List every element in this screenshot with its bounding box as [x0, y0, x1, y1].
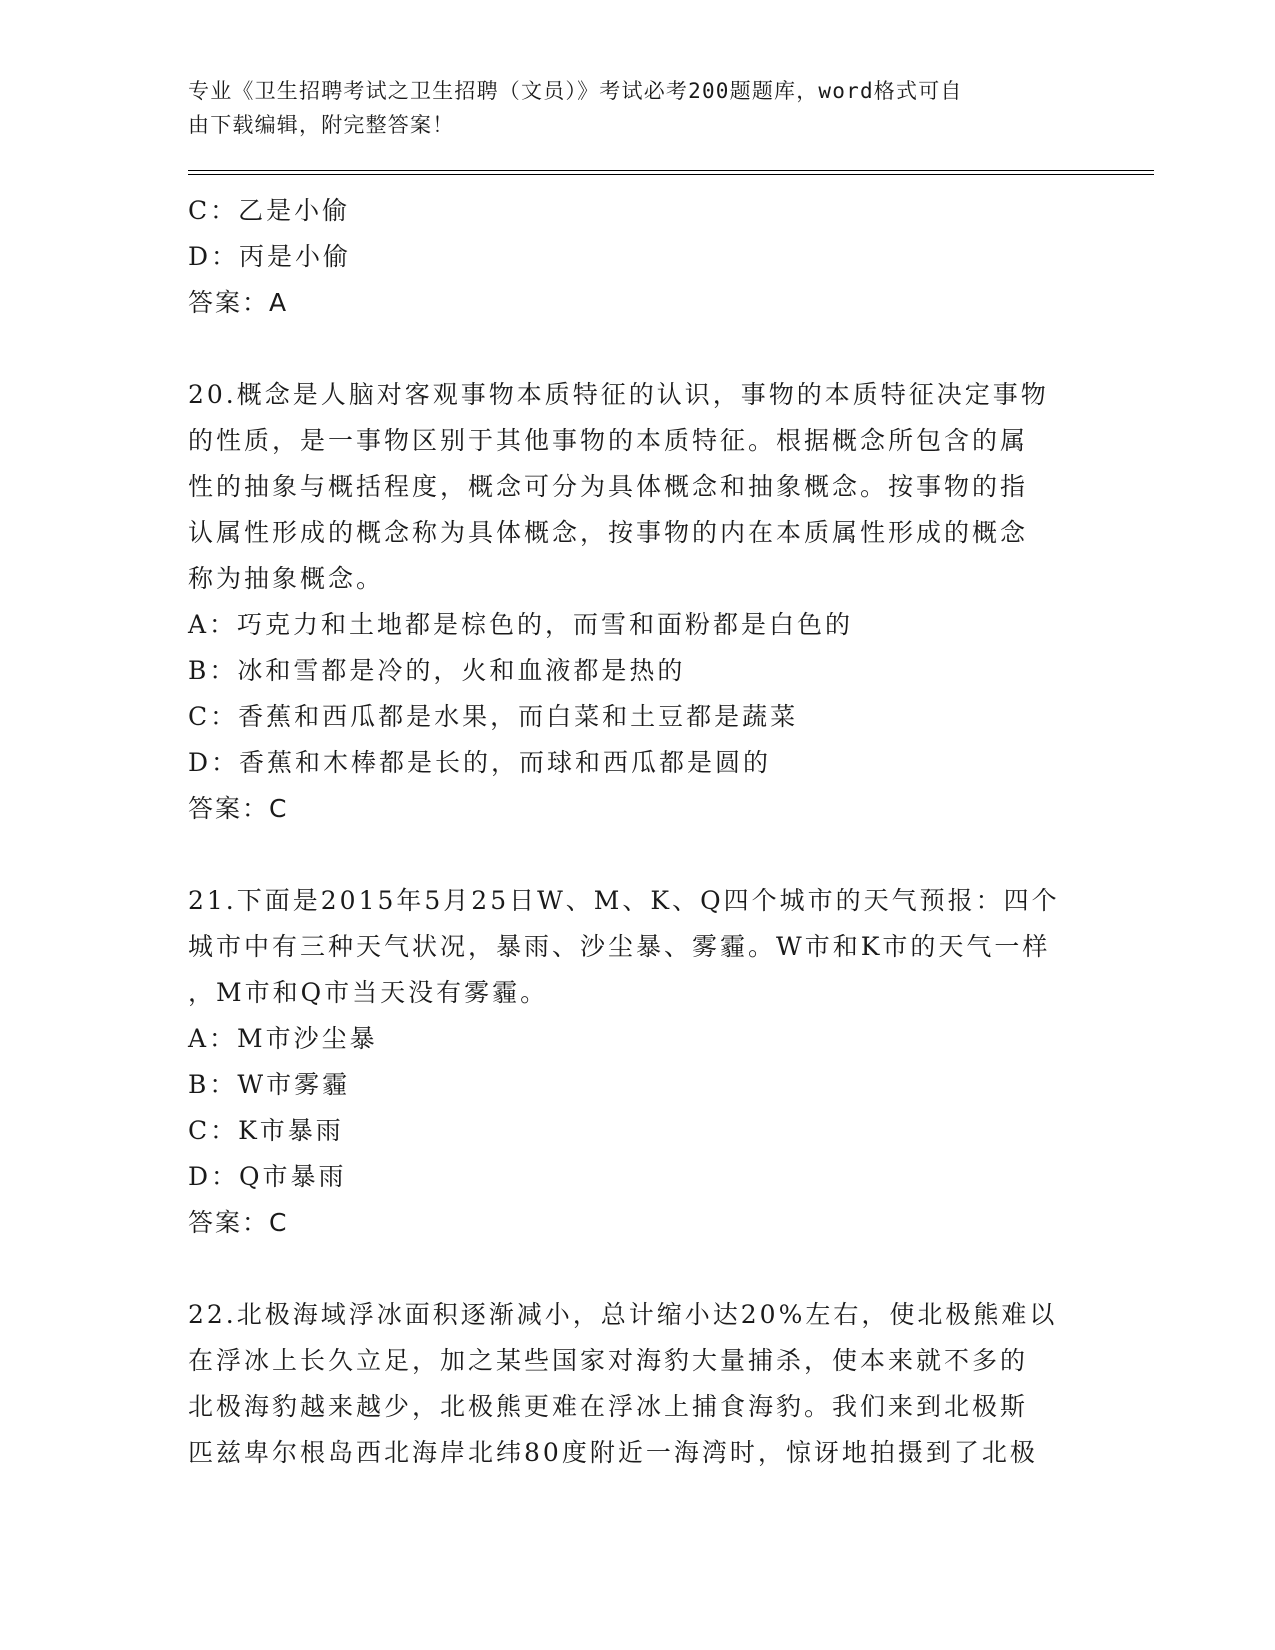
question-20	[188, 372, 1088, 832]
option-c: C：乙是小偷	[188, 196, 351, 225]
question-text-line: 北极海豹越来越少，北极熊更难在浮冰上捕食海豹。我们来到北极斯	[188, 1392, 1029, 1421]
header-rule-top	[188, 170, 1154, 171]
question-text-line: 匹兹卑尔根岛西北海岸北纬80度附近一海湾时，惊讶地拍摄到了北极	[188, 1438, 1038, 1467]
header-rule-bottom	[188, 174, 1154, 175]
question-text-line: 的性质，是一事物区别于其他事物的本质特征。根据概念所包含的属	[188, 426, 1029, 455]
spacer	[188, 326, 1088, 372]
question-text-line: 22.北极海域浮冰面积逐渐减小，总计缩小达20%左右，使北极熊难以	[188, 1300, 1058, 1329]
question-text-line: 城市中有三种天气状况，暴雨、沙尘暴、雾霾。W市和K市的天气一样	[188, 932, 1051, 961]
question-text-line: 认属性形成的概念称为具体概念，按事物的内在本质属性形成的概念	[188, 518, 1029, 547]
question-text-line: 在浮冰上长久立足，加之某些国家对海豹大量捕杀，使本来就不多的	[188, 1346, 1029, 1375]
document-header	[188, 74, 1088, 142]
answer-line: 答案：C	[188, 1208, 289, 1237]
option-c: C：K市暴雨	[188, 1116, 344, 1145]
answer-line: 答案：C	[188, 794, 289, 823]
question-text-line: 21.下面是2015年5月25日W、M、K、Q四个城市的天气预报：四个	[188, 886, 1060, 915]
option-a: A：巧克力和土地都是棕色的，而雪和面粉都是白色的	[188, 610, 854, 639]
option-b: B：W市雾霾	[188, 1070, 351, 1099]
option-b: B：冰和雪都是冷的，火和血液都是热的	[188, 656, 686, 685]
answer-line: 答案：A	[188, 288, 289, 317]
question-text-line: 性的抽象与概括程度，概念可分为具体概念和抽象概念。按事物的指	[188, 472, 1029, 501]
question-text-line: ，M市和Q市当天没有雾霾。	[188, 978, 549, 1007]
option-d: D：丙是小偷	[188, 242, 352, 271]
spacer	[188, 832, 1088, 878]
option-a: A：M市沙尘暴	[188, 1024, 378, 1053]
question-text-line: 20.概念是人脑对客观事物本质特征的认识，事物的本质特征决定事物	[188, 380, 1049, 409]
option-d: D：Q市暴雨	[188, 1162, 347, 1191]
document-body	[188, 188, 1088, 1476]
option-d: D：香蕉和木棒都是长的，而球和西瓜都是圆的	[188, 748, 772, 777]
option-c: C：香蕉和西瓜都是水果，而白菜和土豆都是蔬菜	[188, 702, 799, 731]
header-line-1: 专业《卫生招聘考试之卫生招聘（文员）》考试必考200题题库，word格式可自	[188, 79, 963, 103]
question-text-line: 称为抽象概念。	[188, 564, 385, 593]
header-line-2: 由下载编辑，附完整答案！	[188, 113, 455, 137]
question-21	[188, 878, 1088, 1246]
question-22	[188, 1292, 1088, 1476]
question-19-tail	[188, 188, 1088, 326]
spacer	[188, 1246, 1088, 1292]
